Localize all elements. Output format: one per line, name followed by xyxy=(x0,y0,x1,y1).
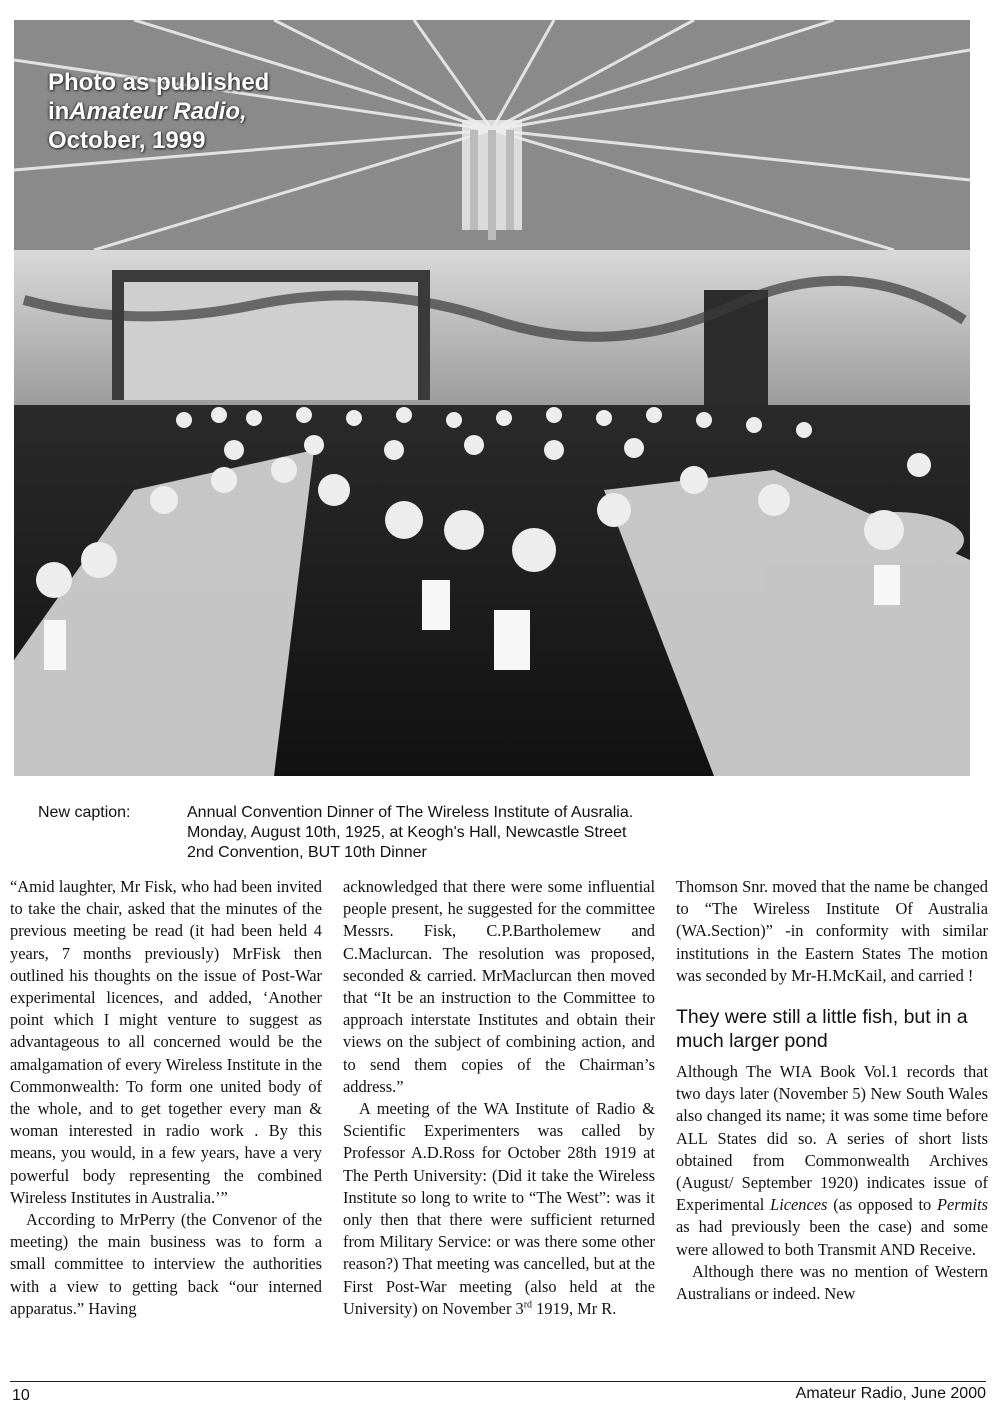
col3-paragraph-3: Although there was no mention of Western Australians or indeed. New xyxy=(676,1261,988,1304)
article-column-3 xyxy=(676,876,988,1305)
caption-line-1: Annual Convention Dinner of The Wireless Institute of Ausralia. xyxy=(187,804,634,821)
photo-overlay-label xyxy=(48,68,378,155)
footer-divider xyxy=(10,1381,986,1382)
col3-paragraph-2 xyxy=(676,1061,988,1261)
article-column-1 xyxy=(10,876,322,1320)
chandelier xyxy=(462,120,522,240)
photo-label-line-2 xyxy=(48,97,378,126)
col1-paragraph-1: “Amid laughter, Mr Fisk, who had been invited to take the chair, asked that the minutes of the previous meeting be read (it had been held 4 years, 7 months previously) MrFisk then outlined his thoughts on the issue of Post-War experimental licences, and added, ‘Another point which I might venture to suggest as advantageous to all concerned would be the amalgamation of every Wireless Institute in the Commonwealth: To form one united body of the whole, and to get together every man & woman interested in radio work . By this means, you would, in a few years, have a very powerful body representing the combined Wireless Institutes in Australia.’” xyxy=(10,877,322,1207)
col3-paragraph-1: Thomson Snr. moved that the name be changed to “The Wireless Institute Of Australia (WA.Section)” -in conformity with similar institutions in the Eastern States The motion was seconded by Mr-H.McKail, and carried ! xyxy=(676,877,988,985)
publication-footer: Amateur Radio, June 2000 xyxy=(795,1385,986,1402)
col2-paragraph-2-end: 1919, Mr R. xyxy=(532,1298,617,1318)
ordinal-superscript: rd xyxy=(523,1299,533,1311)
page-number: 10 xyxy=(12,1387,30,1404)
col2-paragraph-1: acknowledged that there were some influential people present, he suggested for the committee Messrs. Fisk, C.P.Bartholemew and C.Maclurcan. The resolution was proposed, seconded & carried. MrMaclurcan then moved that “It be an instruction to the Committee to approach interstate Institutes and obtain their views on the subject of combining action, and to send them copies of the Chairman’s address.” xyxy=(343,877,655,1096)
caption-label: New caption: xyxy=(38,804,131,821)
caption-text xyxy=(187,803,633,863)
caption-line-3: 2nd Convention, BUT 10th Dinner xyxy=(187,844,427,861)
historic-dinner-photo xyxy=(14,20,970,776)
article-column-2 xyxy=(343,876,655,1320)
caption-line-2: Monday, August 10th, 1925, at Keogh's Hall, Newcastle Street xyxy=(187,824,627,841)
section-heading: They were still a little fish, but in a much larger pond xyxy=(676,1006,968,1053)
col2-paragraph-2-text: A meeting of the WA Institute of Radio & Scientific Experimenters was called by Professor A.D.Ross for October 28th 1919 at The Perth University: (Did it take the Wireless Institute so long to write to “The West”: was it only then that there were sufficient returned from Military Service: or was there some other reason?) That meeting was cancelled, but at the First Post-War meeting (also held at the University) on November 3 xyxy=(343,1099,655,1318)
photo-label-publication: Amateur Radio, xyxy=(69,98,247,125)
photo-label-line-3: October, 1999 xyxy=(48,127,206,154)
col2-paragraph-2 xyxy=(343,1098,655,1320)
col1-paragraph-2: According to MrPerry (the Convenor of the meeting) the main business was to form a small committee to interview the authorities with a view to getting back “our interned apparatus.” Having xyxy=(10,1210,322,1318)
col3-paragraph-2-mid: (as opposed to xyxy=(827,1195,938,1215)
photo-label-prefix: in xyxy=(48,98,70,125)
permits-italic: Permits xyxy=(937,1195,989,1215)
licences-italic: Licences xyxy=(770,1195,828,1215)
photo-label-line-1: Photo as published xyxy=(48,69,270,96)
col3-paragraph-2-text: Although The WIA Book Vol.1 records that two days later (November 5) New South Wales also changed its name; it was some time before ALL States did so. A series of short lists obtained from Commonwealth Archives (August/ September 1920) indicates issue of Experimental xyxy=(676,1062,988,1215)
col3-paragraph-2-end: as had previously been the case) and some were allowed to both Transmit AND Receive. xyxy=(676,1217,988,1259)
